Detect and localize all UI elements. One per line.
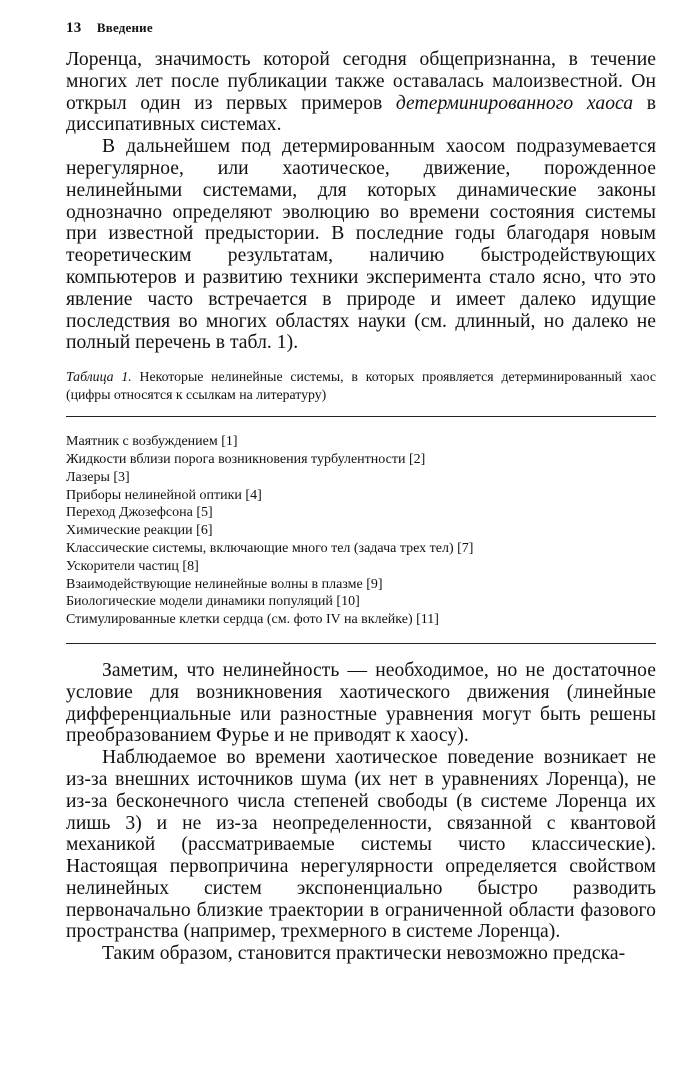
reference-number: [ 4 ] (242, 488, 262, 503)
system-name: Ускорители частиц (66, 558, 179, 574)
running-head (66, 20, 656, 37)
paragraph-4: Наблюдаемое во времени хаотическое поведение возникает не из-за внешних источников шума (их нет в уравнениях Лоренца), не из-за бесконечного числа степеней свободы (в системе Лоренца их лишь 3) и не из-за неопределенности, связанной с квантовой механикой (рассматриваемые системы чисто классические). Настоящая первопричина нерегулярности определяется свойством нелинейных систем экспоненциально быстро разводить первоначально близкие траектории в ограниченной области фазового пространства (например, трехмерного в системе Лоренца). (66, 747, 656, 943)
reference-number: [ 8 ] (179, 559, 199, 574)
paragraph-1 (66, 49, 656, 136)
system-name: Стимулированные клетки сердца (см. фото IV на вклейке) (66, 612, 413, 628)
reference-number: [ 5 ] (193, 505, 213, 520)
system-name: Жидкости вблизи порога возникновения турбулентности (66, 451, 406, 467)
table-top-rule (66, 416, 656, 417)
reference-number: [ 3 ] (110, 470, 130, 485)
table-row (66, 433, 656, 451)
paragraph-5: Таким образом, становится практически невозможно предска- (102, 943, 626, 965)
reference-number: [ 1 ] (218, 434, 238, 449)
table-row (66, 522, 656, 540)
reference-number: [ 2 ] (405, 452, 425, 467)
table-row (66, 451, 656, 469)
reference-number: [ 7 ] (454, 541, 474, 556)
paragraph-1-text-a: Лоренца, значимость которой сегодня общепризнанна, в течение многих лет после публикации также оставалась малоизвестной. Он открыл один из первых примеров (66, 49, 656, 114)
table-row (66, 487, 656, 505)
book-page (66, 20, 656, 965)
system-name: Переход Джозефсона (66, 505, 193, 521)
reference-number: [ 6 ] (193, 523, 213, 538)
paragraph-1-text-b: в диссипативных системах. (66, 92, 657, 136)
paragraph-2: В дальнейшем под детермированным хаосом подразумевается нерегулярное, или хаотическое, движение, порожденное нелинейными системами, для которых динамические законы однозначно определяют эволюцию во времени состояния системы при известной предыстории. В последние годы благодаря новым теоретическим результатам, наличию быстродействующих компьютеров и развитию техники эксперимента стало ясно, что это явление часто встречается в природе и имеет далеко идущие последствия во многих областях науки (см. длинный, но далеко не полный перечень в табл. 1). (66, 136, 656, 354)
reference-number: [ 10 ] (333, 594, 360, 609)
table-caption-label: Таблица 1. (66, 369, 132, 385)
section-title: Введение (96, 20, 153, 35)
reference-number: [ 11 ] (413, 612, 439, 627)
systems-table (66, 433, 656, 629)
system-name: Биологические модели динамики популяций (66, 594, 333, 610)
system-name: Химические реакции (66, 523, 193, 539)
table-row (66, 504, 656, 522)
table-row (66, 469, 656, 487)
table-row (66, 593, 656, 611)
table-row (66, 558, 656, 576)
paragraph-1-emphasis: детерминированного хаоса (395, 92, 634, 114)
table-bottom-rule (66, 643, 656, 644)
reference-number: [ 9 ] (363, 577, 383, 592)
table-row (66, 611, 656, 629)
table-row (66, 540, 656, 558)
table-row (66, 576, 656, 594)
system-name: Классические системы, включающие много тел (задача трех тел) (66, 540, 454, 556)
system-name: Маятник с возбуждением (66, 434, 218, 450)
table-caption (66, 368, 656, 404)
system-name: Приборы нелинейной оптики (66, 487, 242, 503)
page-number: 13 (66, 20, 82, 36)
system-name: Взаимодействующие нелинейные волны в плазме (66, 576, 363, 592)
paragraph-3: Заметим, что нелинейность — необходимое, но не достаточное условие для возникновения хаотического движения (линейные дифференциальные или разностные уравнения могут быть решены преобразованием Фурье и не приводят к хаосу). (66, 659, 656, 747)
table-caption-text: Некоторые нелинейные системы, в которых проявляется детерминированный хаос (цифры относятся к ссылкам на литературу) (66, 369, 656, 403)
system-name: Лазеры (66, 469, 110, 485)
